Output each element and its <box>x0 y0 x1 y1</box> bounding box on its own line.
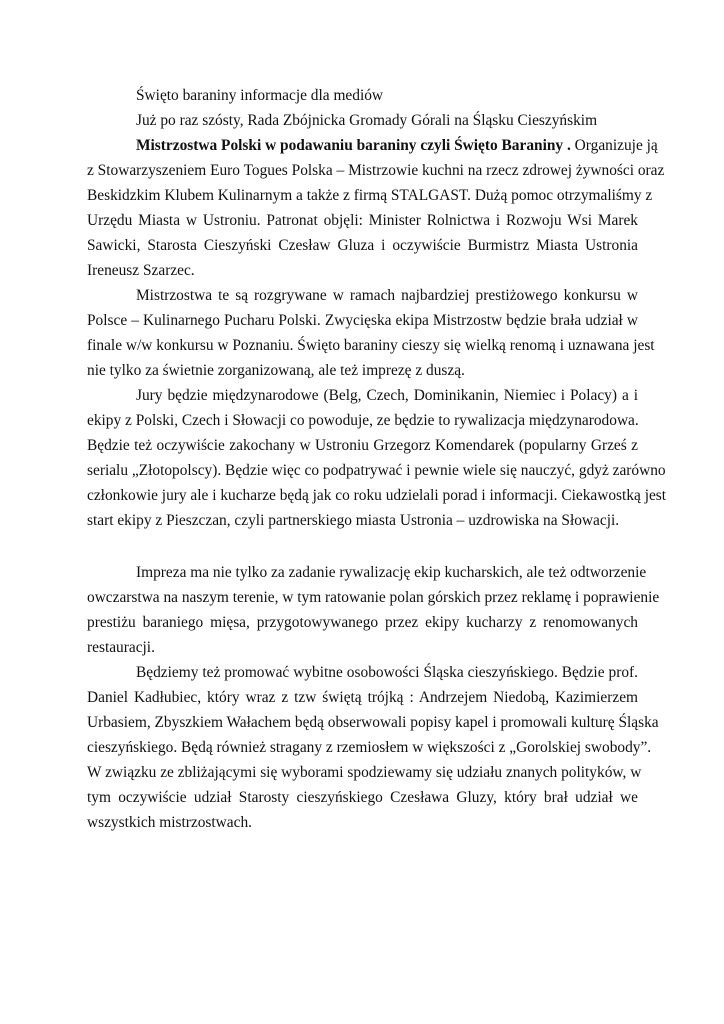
text-line: finale w/w konkursu w Poznaniu. Święto baraniny cieszy się wielką renomą i uznawana jest <box>87 337 655 354</box>
text-line: ekipy z Polski, Czech i Słowacji co powoduje, ze będzie to rywalizacja międzynarodowa. <box>87 412 639 429</box>
event-name-bold: Mistrzostwa Polski w podawaniu baraniny czyli Święto Baraniny . <box>136 137 571 154</box>
text-line: owczarstwa na naszym terenie, w tym ratowanie polan górskich przez reklamę i poprawienie <box>87 589 660 606</box>
text-line: tym oczywiście udział Starosty cieszyńskiego Czesława Gluzy, który brał udział we <box>87 789 638 806</box>
text-line: Urbasiem, Zbyszkiem Wałachem będą obserwowali popisy kapel i promowali kulturę Śląska <box>87 714 659 731</box>
text-line: z Stowarzyszeniem Euro Togues Polska – Mistrzowie kuchni na rzecz zdrowej żywności oraz <box>87 162 665 179</box>
text-line: członkowie jury ale i kucharze będą jak co roku udzielali porad i informacji. Ciekawostką jest <box>87 487 667 504</box>
text-line: wszystkich mistrzostwach. <box>87 814 252 831</box>
text-line: prestiżu baraniego mięsa, przygotowywanego przez ekipy kucharzy z renomowanych <box>87 614 638 631</box>
text-line: Daniel Kadłubiec, który wraz z tzw świętą trójką : Andrzejem Niedobą, Kazimierzem <box>87 689 638 706</box>
text-line: Urzędu Miasta w Ustroniu. Patronat objęli: Minister Rolnictwa i Rozwoju Wsi Marek <box>87 212 638 229</box>
text-line: serialu „Złotopolscy). Będzie więc co podpatrywać i pewnie wiele się nauczyć, gdyż zarówno <box>87 462 666 479</box>
text-line: nie tylko za świetnie zorganizowaną, ale też imprezę z duszą. <box>87 362 465 379</box>
text-line: Beskidzkim Klubem Kulinarnym a także z firmą STALGAST. Dużą pomoc otrzymaliśmy z <box>87 187 653 204</box>
text-line: Sawicki, Starosta Cieszyński Czesław Gluza i oczywiście Burmistrz Miasta Ustronia <box>87 237 638 254</box>
text-line-heading <box>136 136 658 155</box>
text-line: restauracji. <box>87 639 155 656</box>
text-line: W związku ze zbliżającymi się wyborami spodziewamy się udziału znanych polityków, w <box>87 764 642 781</box>
text-line: Będzie też oczywiście zakochany w Ustroniu Grzegorz Komendarek (popularny Grześ z <box>87 437 638 454</box>
text-line: start ekipy z Pieszczan, czyli partnerskiego miasta Ustronia – uzdrowiska na Słowacji. <box>87 512 620 529</box>
text-line: cieszyńskiego. Będą również stragany z rzemiosłem w większości z „Gorolskiej swobody”. <box>87 739 652 756</box>
document-title: Święto baraniny informacje dla mediów <box>136 87 384 104</box>
text-line: Ireneusz Szarzec. <box>87 262 195 279</box>
text-fragment: Organizuje ją <box>570 137 658 154</box>
text-line: Będziemy też promować wybitne osobowości Śląska cieszyńskiego. Będzie prof. <box>136 664 638 681</box>
text-line: Już po raz szósty, Rada Zbójnicka Gromady Górali na Śląsku Cieszyńskim <box>136 112 598 129</box>
text-line: Impreza ma nie tylko za zadanie rywalizację ekip kucharskich, ale też odtworzenie <box>136 564 647 581</box>
text-line: Mistrzostwa te są rozgrywane w ramach najbardziej prestiżowego konkursu w <box>136 287 638 304</box>
text-line: Polsce – Kulinarnego Pucharu Polski. Zwycięska ekipa Mistrzostw będzie brała udział w <box>87 312 638 329</box>
text-line: Jury będzie międzynarodowe (Belg, Czech, Dominikanin, Niemiec i Polacy) a i <box>136 387 638 404</box>
